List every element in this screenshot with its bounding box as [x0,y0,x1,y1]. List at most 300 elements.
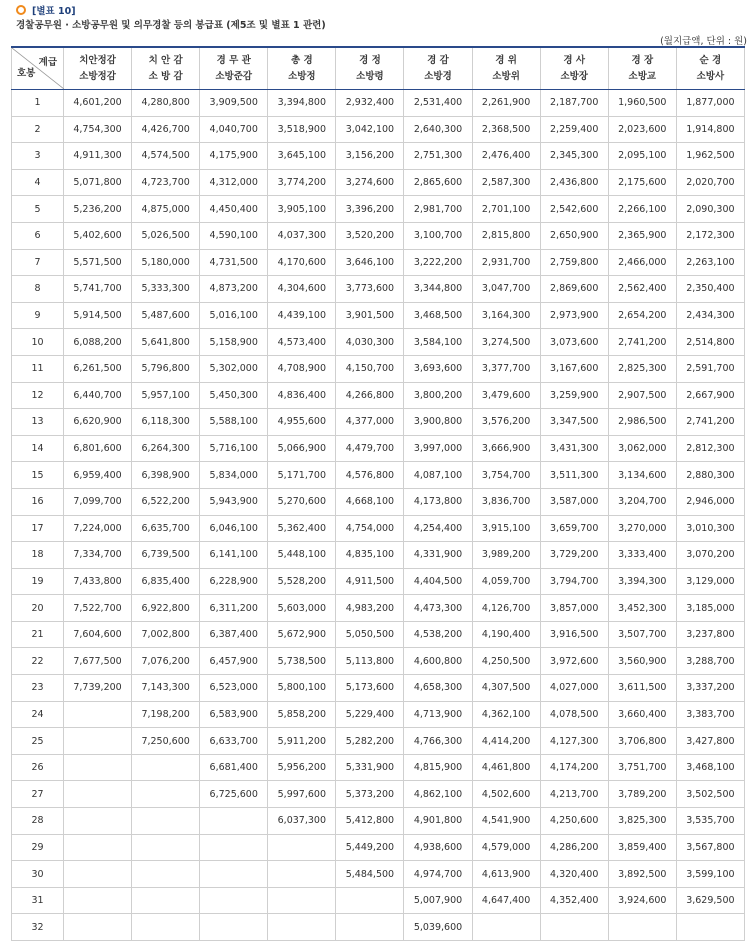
salary-cell: 2,741,200 [676,409,744,436]
salary-cell: 2,932,400 [336,90,404,117]
column-header [200,47,268,90]
salary-cell: 3,167,600 [540,355,608,382]
salary-cell: 5,173,600 [336,675,404,702]
salary-cell: 4,668,100 [336,488,404,515]
salary-cell: 4,078,500 [540,701,608,728]
salary-cell: 3,259,900 [540,382,608,409]
salary-cell: 5,834,000 [200,462,268,489]
step-cell: 18 [12,542,64,569]
salary-cell: 5,016,100 [200,302,268,329]
salary-cell: 4,426,700 [132,116,200,143]
salary-cell: 4,766,300 [404,728,472,755]
table-row [12,302,745,329]
police-rank: 경 감 [427,54,449,66]
salary-cell: 2,090,300 [676,196,744,223]
step-cell: 21 [12,621,64,648]
salary-cell: 4,030,300 [336,329,404,356]
salary-cell: 4,579,000 [472,834,540,861]
salary-cell: 4,754,000 [336,515,404,542]
fire-rank: 소방장 [560,70,588,82]
table-label: [별표 10] [32,6,76,17]
salary-cell [608,914,676,941]
salary-cell: 4,304,600 [268,276,336,303]
step-cell: 11 [12,355,64,382]
police-rank: 총 경 [290,54,313,66]
salary-cell: 6,037,300 [268,808,336,835]
table-row [12,90,745,117]
salary-cell: 4,286,200 [540,834,608,861]
salary-cell: 2,368,500 [472,116,540,143]
table-row [12,488,745,515]
salary-cell [64,754,132,781]
salary-cell: 5,180,000 [132,249,200,276]
salary-cell: 4,479,700 [336,435,404,462]
salary-cell: 3,836,700 [472,488,540,515]
salary-cell: 6,635,700 [132,515,200,542]
salary-cell: 5,588,100 [200,409,268,436]
salary-cell: 6,725,600 [200,781,268,808]
salary-cell: 4,983,200 [336,595,404,622]
salary-cell: 3,666,900 [472,435,540,462]
salary-cell: 4,901,800 [404,808,472,835]
salary-cell: 3,164,300 [472,302,540,329]
salary-cell: 5,026,500 [132,222,200,249]
salary-cell: 3,584,100 [404,329,472,356]
salary-cell: 3,479,600 [472,382,540,409]
salary-cell: 5,373,200 [336,781,404,808]
salary-cell: 3,518,900 [268,116,336,143]
salary-cell: 3,468,100 [676,754,744,781]
salary-cell: 4,862,100 [404,781,472,808]
salary-cell: 3,222,200 [404,249,472,276]
salary-cell: 5,738,500 [268,648,336,675]
step-cell: 8 [12,276,64,303]
salary-cell: 2,907,500 [608,382,676,409]
salary-cell: 4,576,800 [336,462,404,489]
table-row [12,728,745,755]
salary-cell [64,781,132,808]
salary-cell: 4,173,800 [404,488,472,515]
police-rank: 경 무 관 [216,54,251,66]
salary-cell: 3,394,300 [608,568,676,595]
salary-cell: 4,250,500 [472,648,540,675]
salary-cell: 5,449,200 [336,834,404,861]
salary-cell [132,808,200,835]
salary-cell: 3,129,000 [676,568,744,595]
step-cell: 25 [12,728,64,755]
table-row [12,808,745,835]
step-cell: 3 [12,143,64,170]
salary-cell: 4,266,800 [336,382,404,409]
police-rank: 경 사 [563,54,586,66]
fire-rank: 소방정 [288,70,316,82]
salary-cell: 4,974,700 [404,861,472,888]
salary-cell: 7,076,200 [132,648,200,675]
salary-cell: 3,892,500 [608,861,676,888]
table-row [12,169,745,196]
column-header [132,47,200,90]
step-cell: 26 [12,754,64,781]
salary-cell: 5,571,500 [64,249,132,276]
salary-cell: 2,020,700 [676,169,744,196]
salary-cell: 3,520,200 [336,222,404,249]
salary-cell: 2,931,700 [472,249,540,276]
column-header [472,47,540,90]
salary-cell: 5,412,800 [336,808,404,835]
fire-rank: 소 방 감 [148,70,183,82]
salary-cell: 4,362,100 [472,701,540,728]
salary-cell [132,781,200,808]
table-row [12,542,745,569]
salary-cell: 6,440,700 [64,382,132,409]
step-cell: 31 [12,887,64,914]
salary-cell: 3,377,700 [472,355,540,382]
salary-cell: 3,774,200 [268,169,336,196]
step-cell: 12 [12,382,64,409]
column-header [608,47,676,90]
salary-cell: 4,911,300 [64,143,132,170]
salary-cell: 4,713,900 [404,701,472,728]
table-row [12,462,745,489]
salary-cell: 4,754,300 [64,116,132,143]
salary-cell: 3,645,100 [268,143,336,170]
salary-cell: 2,350,400 [676,276,744,303]
salary-cell: 4,190,400 [472,621,540,648]
salary-cell: 2,095,100 [608,143,676,170]
salary-cell: 3,800,200 [404,382,472,409]
salary-cell: 2,562,400 [608,276,676,303]
salary-cell: 5,282,200 [336,728,404,755]
salary-cell: 5,641,800 [132,329,200,356]
salary-cell: 6,522,200 [132,488,200,515]
step-cell: 5 [12,196,64,223]
police-rank: 경 정 [359,54,381,66]
salary-cell: 5,066,900 [268,435,336,462]
salary-cell: 4,250,600 [540,808,608,835]
step-cell: 14 [12,435,64,462]
table-row [12,409,745,436]
table-row [12,355,745,382]
salary-cell [472,914,540,941]
salary-cell: 3,706,800 [608,728,676,755]
table-row [12,249,745,276]
step-cell: 1 [12,90,64,117]
corner-header [12,47,64,90]
table-row [12,143,745,170]
salary-cell: 2,591,700 [676,355,744,382]
salary-cell: 4,955,600 [268,409,336,436]
salary-cell: 2,759,800 [540,249,608,276]
table-row [12,329,745,356]
step-cell: 27 [12,781,64,808]
salary-cell: 5,956,200 [268,754,336,781]
salary-cell: 2,263,100 [676,249,744,276]
salary-cell: 3,576,200 [472,409,540,436]
salary-cell: 5,997,600 [268,781,336,808]
salary-cell: 5,007,900 [404,887,472,914]
salary-cell: 2,266,100 [608,196,676,223]
salary-cell: 3,427,800 [676,728,744,755]
salary-cell: 2,514,800 [676,329,744,356]
salary-cell: 3,274,500 [472,329,540,356]
step-cell: 10 [12,329,64,356]
salary-cell: 3,611,500 [608,675,676,702]
step-cell: 32 [12,914,64,941]
salary-cell: 5,716,100 [200,435,268,462]
salary-cell [132,887,200,914]
salary-cell: 2,751,300 [404,143,472,170]
salary-cell: 4,938,600 [404,834,472,861]
salary-cell: 7,739,200 [64,675,132,702]
salary-cell [200,914,268,941]
salary-cell [268,861,336,888]
salary-cell: 6,387,400 [200,621,268,648]
salary-cell: 2,701,100 [472,196,540,223]
table-row [12,382,745,409]
salary-cell: 4,126,700 [472,595,540,622]
step-cell: 20 [12,595,64,622]
salary-cell: 6,311,200 [200,595,268,622]
column-header [268,47,336,90]
step-cell: 28 [12,808,64,835]
table-row [12,276,745,303]
salary-cell: 2,869,600 [540,276,608,303]
table-row [12,781,745,808]
salary-cell: 3,204,700 [608,488,676,515]
salary-cell: 2,812,300 [676,435,744,462]
salary-cell: 6,801,600 [64,435,132,462]
salary-cell: 5,914,500 [64,302,132,329]
salary-cell: 3,859,400 [608,834,676,861]
salary-cell: 5,448,100 [268,542,336,569]
salary-cell: 4,574,500 [132,143,200,170]
table-row [12,116,745,143]
salary-cell: 3,629,500 [676,887,744,914]
salary-cell: 2,365,900 [608,222,676,249]
salary-cell: 4,538,200 [404,621,472,648]
salary-cell: 3,773,600 [336,276,404,303]
salary-cell: 6,228,900 [200,568,268,595]
salary-cell: 3,754,700 [472,462,540,489]
police-rank: 순 경 [699,54,722,66]
table-row [12,914,745,941]
salary-cell [64,808,132,835]
police-rank: 경 위 [495,54,517,66]
salary-cell: 2,175,600 [608,169,676,196]
salary-cell: 2,172,300 [676,222,744,249]
salary-cell: 6,620,900 [64,409,132,436]
salary-cell: 2,542,600 [540,196,608,223]
table-row [12,701,745,728]
salary-cell [132,861,200,888]
salary-cell: 4,175,900 [200,143,268,170]
salary-cell: 3,535,700 [676,808,744,835]
salary-cell [64,861,132,888]
salary-cell: 3,646,100 [336,249,404,276]
table-row [12,196,745,223]
salary-cell: 4,708,900 [268,355,336,382]
salary-cell: 4,037,300 [268,222,336,249]
salary-cell: 2,434,300 [676,302,744,329]
salary-cell: 4,723,700 [132,169,200,196]
salary-cell: 3,134,600 [608,462,676,489]
salary-cell: 4,213,700 [540,781,608,808]
salary-cell [64,914,132,941]
salary-cell: 4,590,100 [200,222,268,249]
salary-cell [200,834,268,861]
salary-cell: 3,507,700 [608,621,676,648]
salary-cell [200,861,268,888]
salary-cell: 4,541,900 [472,808,540,835]
rank-label: 계급 [38,57,57,68]
salary-cell: 7,522,700 [64,595,132,622]
salary-cell: 3,915,100 [472,515,540,542]
step-cell: 16 [12,488,64,515]
salary-cell: 2,023,600 [608,116,676,143]
salary-cell: 3,394,800 [268,90,336,117]
salary-cell: 2,259,400 [540,116,608,143]
salary-cell: 3,660,400 [608,701,676,728]
column-header [64,47,132,90]
fire-rank: 소방정감 [79,70,116,82]
salary-cell: 4,377,000 [336,409,404,436]
salary-cell: 2,815,800 [472,222,540,249]
salary-cell: 3,468,500 [404,302,472,329]
salary-cell: 3,270,000 [608,515,676,542]
salary-cell: 5,858,200 [268,701,336,728]
step-cell: 9 [12,302,64,329]
salary-cell: 4,473,300 [404,595,472,622]
salary-cell: 5,113,800 [336,648,404,675]
salary-cell: 1,960,500 [608,90,676,117]
salary-cell: 3,047,700 [472,276,540,303]
salary-cell: 5,484,500 [336,861,404,888]
title-row [16,3,76,17]
salary-cell: 4,312,000 [200,169,268,196]
salary-cell: 3,900,800 [404,409,472,436]
salary-cell [336,887,404,914]
salary-cell: 3,909,500 [200,90,268,117]
salary-cell: 3,383,700 [676,701,744,728]
salary-cell [64,728,132,755]
step-cell: 17 [12,515,64,542]
salary-cell: 2,587,300 [472,169,540,196]
salary-cell: 3,347,500 [540,409,608,436]
salary-cell: 5,741,700 [64,276,132,303]
salary-cell: 2,436,800 [540,169,608,196]
salary-cell: 3,452,300 [608,595,676,622]
salary-cell: 2,345,300 [540,143,608,170]
column-header [404,47,472,90]
header-row [12,47,745,90]
salary-cell: 2,865,600 [404,169,472,196]
step-label: 호봉 [17,68,36,79]
salary-cell: 3,794,700 [540,568,608,595]
salary-cell: 6,457,900 [200,648,268,675]
salary-cell: 5,957,100 [132,382,200,409]
salary-cell: 5,800,100 [268,675,336,702]
step-cell: 23 [12,675,64,702]
salary-cell: 1,962,500 [676,143,744,170]
salary-cell: 4,502,600 [472,781,540,808]
table-row [12,222,745,249]
salary-cell: 4,280,800 [132,90,200,117]
salary-cell [200,887,268,914]
salary-cell: 4,414,200 [472,728,540,755]
column-header [676,47,744,90]
salary-cell: 5,943,900 [200,488,268,515]
table-row [12,568,745,595]
salary-cell: 4,127,300 [540,728,608,755]
salary-cell [336,914,404,941]
salary-cell: 3,857,000 [540,595,608,622]
salary-cell: 4,254,400 [404,515,472,542]
salary-cell: 2,531,400 [404,90,472,117]
salary-cell [268,914,336,941]
salary-cell: 5,487,600 [132,302,200,329]
salary-cell: 3,901,500 [336,302,404,329]
salary-cell: 6,118,300 [132,409,200,436]
salary-cell: 4,174,200 [540,754,608,781]
salary-cell: 2,654,200 [608,302,676,329]
salary-cell: 3,344,800 [404,276,472,303]
salary-cell: 1,914,800 [676,116,744,143]
salary-cell: 3,431,300 [540,435,608,462]
salary-cell: 5,050,500 [336,621,404,648]
salary-cell: 3,693,600 [404,355,472,382]
salary-cell: 6,835,400 [132,568,200,595]
salary-cell: 4,600,800 [404,648,472,675]
salary-cell: 2,476,400 [472,143,540,170]
salary-cell [64,834,132,861]
salary-cell: 3,599,100 [676,861,744,888]
salary-cell: 6,261,500 [64,355,132,382]
salary-cell: 3,972,600 [540,648,608,675]
salary-cell: 5,071,800 [64,169,132,196]
salary-cell: 5,229,400 [336,701,404,728]
salary-cell: 3,070,200 [676,542,744,569]
salary-cell: 3,185,000 [676,595,744,622]
police-rank: 치 안 감 [148,54,183,66]
salary-cell: 7,002,800 [132,621,200,648]
salary-cell: 4,613,900 [472,861,540,888]
salary-cell: 4,307,500 [472,675,540,702]
salary-cell: 4,170,600 [268,249,336,276]
salary-cell: 4,331,900 [404,542,472,569]
salary-cell: 2,187,700 [540,90,608,117]
salary-cell [540,914,608,941]
unit-note: (월지급액, 단위 : 원) [660,36,747,47]
table-row [12,754,745,781]
step-cell: 4 [12,169,64,196]
salary-cell: 5,362,400 [268,515,336,542]
salary-cell: 5,796,800 [132,355,200,382]
salary-cell: 3,916,500 [540,621,608,648]
salary-cell: 3,333,400 [608,542,676,569]
salary-cell: 5,302,000 [200,355,268,382]
police-rank: 치안정감 [79,54,116,66]
salary-cell: 6,739,500 [132,542,200,569]
salary-cell: 5,672,900 [268,621,336,648]
salary-cell: 4,040,700 [200,116,268,143]
salary-cell: 4,320,400 [540,861,608,888]
salary-cell: 2,650,900 [540,222,608,249]
salary-cell: 7,334,700 [64,542,132,569]
salary-cell: 6,523,000 [200,675,268,702]
table-row [12,861,745,888]
salary-cell: 4,815,900 [404,754,472,781]
salary-cell: 5,911,200 [268,728,336,755]
